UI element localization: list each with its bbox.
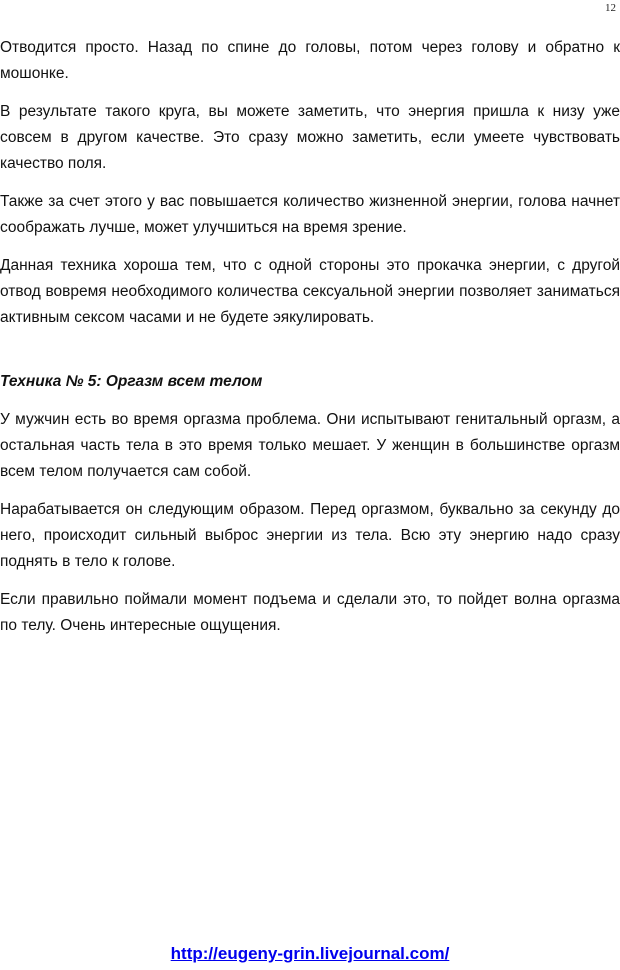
- page-number: 12: [605, 2, 616, 14]
- paragraph-4: Данная техника хороша тем, что с одной стороны это прокачка энергии, с другой отвод вовремя необходимого количества сексуальной энергии позволяет заниматься активным сексом часами и не будете эякулировать.: [0, 257, 620, 326]
- paragraph-1: Отводится просто. Назад по спине до головы, потом через голову и обратно к мошонке.: [0, 39, 620, 82]
- section-spacer: [0, 343, 620, 369]
- paragraph-3: Также за счет этого у вас повышается количество жизненной энергии, голова начнет соображать лучше, может улучшиться на время зрение.: [0, 193, 620, 236]
- paragraph-2: В результате такого круга, вы можете заметить, что энергия пришла к низу уже совсем в другом качестве. Это сразу можно заметить, если умеете чувствовать качество поля.: [0, 103, 620, 172]
- paragraph-7: Если правильно поймали момент подъема и сделали это, то пойдет волна оргазма по телу. Очень интересные ощущения.: [0, 591, 620, 634]
- paragraph-6: Нарабатывается он следующим образом. Перед оргазмом, буквально за секунду до него, происходит сильный выброс энергии из тела. Всю эту энергию надо сразу поднять в тело к голове.: [0, 501, 620, 570]
- footer-link[interactable]: http://eugeny-grin.livejournal.com/: [170, 944, 450, 963]
- section-heading: Техника № 5: Оргазм всем телом: [0, 373, 263, 390]
- page-footer: [0, 944, 620, 964]
- document-body: [0, 35, 620, 651]
- paragraph-5: У мужчин есть во время оргазма проблема. Они испытывают генитальный оргазм, а остальная часть тела в это время только мешает. У женщин в большинстве оргазм всем телом получается сам собой.: [0, 411, 620, 480]
